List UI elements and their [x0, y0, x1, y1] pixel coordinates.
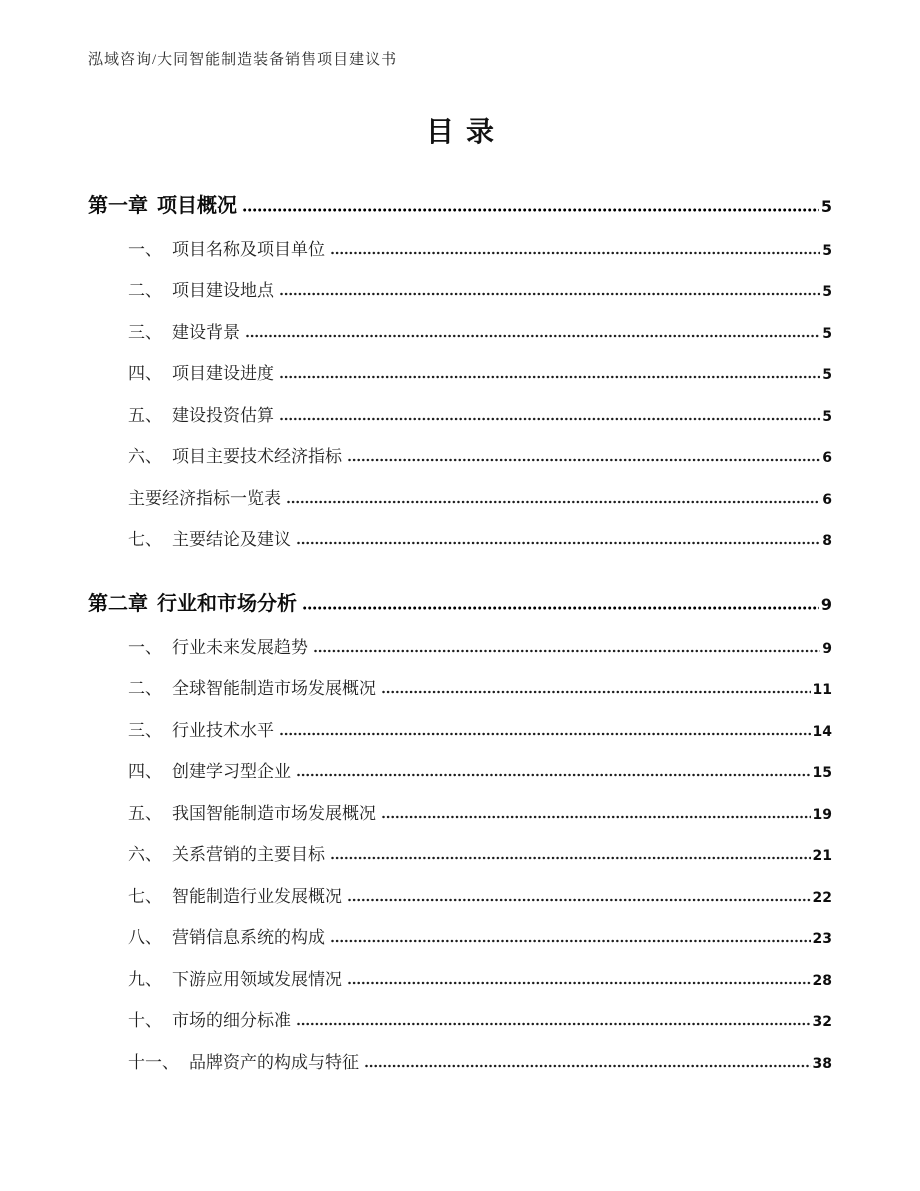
dot-leader — [280, 375, 820, 379]
toc-entry-row[interactable] — [88, 633, 832, 658]
page-number: 5 — [822, 284, 832, 300]
entry-title: 项目名称及项目单位 — [172, 239, 325, 259]
page-number: 38 — [812, 1055, 832, 1072]
page-number: 15 — [812, 765, 832, 781]
entry-number: 四、 — [128, 364, 162, 383]
toc-entry-row[interactable] — [88, 716, 832, 741]
dot-leader — [303, 606, 819, 610]
entry-number: 九、 — [128, 969, 162, 989]
dot-leader — [314, 649, 820, 653]
page-number: 14 — [812, 723, 832, 740]
entry-number: 十一、 — [128, 1052, 179, 1072]
page-number: 28 — [812, 972, 832, 989]
entry-number: 五、 — [128, 405, 162, 425]
chapter-title: 行业和市场分析 — [157, 593, 297, 615]
dot-leader — [287, 500, 820, 504]
page-number: 5 — [820, 197, 832, 216]
toc-entry-row[interactable] — [88, 401, 832, 426]
entry-title: 市场的细分标准 — [172, 1011, 291, 1030]
dot-leader — [280, 732, 811, 736]
page-number: 5 — [822, 367, 832, 383]
entry-number: 五、 — [128, 803, 162, 823]
entry-title: 建设投资估算 — [172, 405, 274, 425]
toc-entry-row[interactable] — [88, 674, 832, 699]
page-number: 21 — [812, 848, 832, 864]
toc-entry-row[interactable] — [88, 235, 832, 260]
entry-number: 八、 — [128, 928, 162, 947]
entry-title: 行业技术水平 — [172, 720, 274, 740]
page-number: 5 — [822, 408, 832, 425]
page-number: 6 — [822, 491, 832, 508]
entry-number: 六、 — [128, 447, 162, 466]
dot-leader — [382, 690, 811, 694]
entry-number: 四、 — [128, 762, 162, 781]
entry-number: 六、 — [128, 845, 162, 864]
entry-title: 我国智能制造市场发展概况 — [172, 803, 376, 823]
entry-number: 七、 — [128, 886, 162, 906]
entry-title: 主要结论及建议 — [172, 530, 291, 549]
toc-title: 目录 — [425, 117, 506, 148]
entry-number: 三、 — [128, 720, 162, 740]
dot-leader — [331, 856, 811, 860]
page-number: 23 — [812, 931, 832, 947]
page-number: 6 — [822, 450, 832, 466]
dot-leader — [382, 815, 811, 819]
dot-leader — [348, 981, 811, 985]
page-number: 19 — [812, 806, 832, 823]
toc-entry-row[interactable] — [88, 484, 832, 509]
dot-leader — [243, 208, 819, 212]
toc-entry-row[interactable] — [88, 1048, 832, 1073]
dot-leader — [297, 541, 820, 545]
dot-leader — [297, 773, 811, 777]
entry-number: 一、 — [128, 637, 162, 657]
entry-number: 二、 — [128, 679, 162, 698]
page-number: 11 — [812, 682, 832, 698]
toc-entry-row[interactable] — [88, 757, 832, 782]
entry-number: 七、 — [128, 530, 162, 549]
page-number: 32 — [812, 1014, 832, 1030]
toc-entry-row[interactable] — [88, 923, 832, 948]
dot-leader — [297, 1022, 811, 1026]
toc-chapter-row[interactable] — [88, 189, 832, 218]
page-number: 9 — [820, 595, 832, 614]
entry-title: 项目建设地点 — [172, 281, 274, 300]
entry-title: 项目建设进度 — [172, 364, 274, 383]
dot-leader — [331, 251, 820, 255]
dot-leader — [246, 334, 820, 338]
chapter-number: 第一章 — [88, 195, 148, 217]
toc-entry-row[interactable] — [88, 965, 832, 990]
toc-entry-row[interactable] — [88, 525, 832, 550]
dot-leader — [280, 292, 820, 296]
page-number: 5 — [822, 325, 832, 342]
page-number: 5 — [822, 242, 832, 259]
dot-leader — [280, 417, 820, 421]
page-number: 8 — [822, 533, 832, 549]
dot-leader — [331, 939, 811, 943]
entry-title: 创建学习型企业 — [172, 762, 291, 781]
entry-title: 营销信息系统的构成 — [172, 928, 325, 947]
entry-title: 下游应用领域发展情况 — [172, 969, 342, 989]
chapter-number: 第二章 — [88, 593, 148, 615]
entry-title: 品牌资产的构成与特征 — [189, 1052, 359, 1072]
table-of-contents — [88, 189, 832, 1073]
entry-title: 建设背景 — [172, 322, 240, 342]
toc-chapter-row[interactable] — [88, 587, 832, 616]
entry-title: 全球智能制造市场发展概况 — [172, 679, 376, 698]
toc-entry-row[interactable] — [88, 442, 832, 467]
entry-number: 一、 — [128, 239, 162, 259]
toc-entry-row[interactable] — [88, 359, 832, 384]
toc-entry-row[interactable] — [88, 882, 832, 907]
toc-entry-row[interactable] — [88, 276, 832, 301]
entry-title: 项目主要技术经济指标 — [172, 447, 342, 466]
entry-number: 三、 — [128, 322, 162, 342]
toc-entry-row[interactable] — [88, 318, 832, 343]
page-number: 9 — [822, 640, 832, 657]
toc-entry-row[interactable] — [88, 840, 832, 865]
entry-number: 二、 — [128, 281, 162, 300]
page-number: 22 — [812, 889, 832, 906]
entry-title: 关系营销的主要目标 — [172, 845, 325, 864]
document-header: 泓域咨询/大同智能制造装备销售项目建议书 — [88, 52, 398, 68]
entry-number: 十、 — [128, 1011, 162, 1030]
entry-title: 智能制造行业发展概况 — [172, 886, 342, 906]
toc-entry-row[interactable] — [88, 1006, 832, 1031]
dot-leader — [348, 898, 811, 902]
dot-leader — [365, 1064, 811, 1068]
entry-title: 行业未来发展趋势 — [172, 637, 308, 657]
entry-title: 主要经济指标一览表 — [128, 488, 281, 508]
dot-leader — [348, 458, 820, 462]
toc-entry-row[interactable] — [88, 799, 832, 824]
chapter-title: 项目概况 — [157, 195, 237, 217]
